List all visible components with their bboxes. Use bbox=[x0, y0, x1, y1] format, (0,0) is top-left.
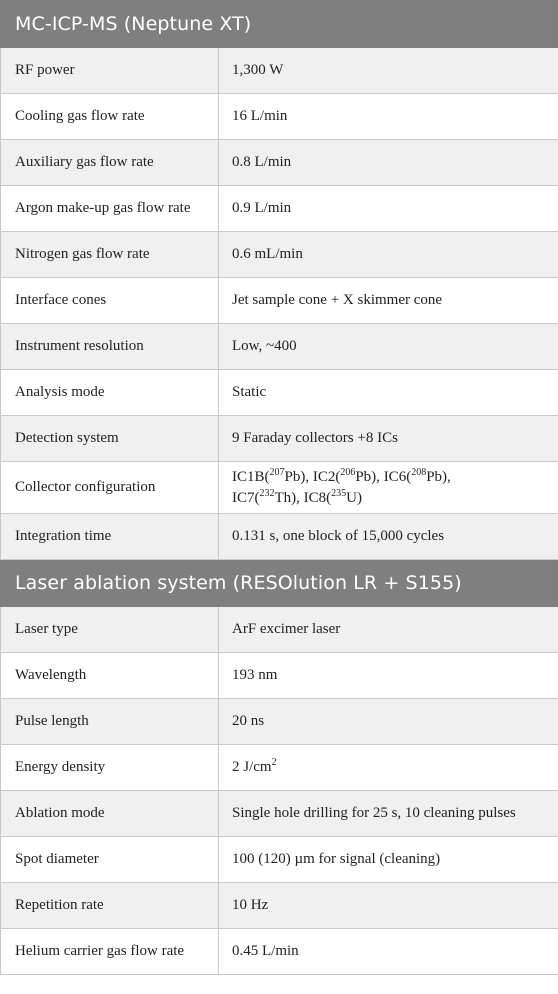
table-row bbox=[1, 324, 558, 370]
isotope-entry: IC8($^{235}$U) bbox=[303, 487, 362, 506]
param-value: 193 nm bbox=[219, 653, 558, 699]
param-value: Static bbox=[219, 370, 558, 416]
isotope-entry: IC2($^{206}$Pb), bbox=[312, 466, 384, 485]
param-value: 0.6 mL/min bbox=[219, 232, 558, 278]
param-label: Wavelength bbox=[1, 653, 219, 699]
param-value: 0.9 L/min bbox=[219, 186, 558, 232]
param-label: Ablation mode bbox=[1, 791, 219, 837]
table-row bbox=[1, 607, 558, 653]
param-value: 100 (120) µm for signal (cleaning) bbox=[219, 837, 558, 883]
table-row bbox=[1, 791, 558, 837]
section-title: MC-ICP-MS (Neptune XT) bbox=[1, 1, 558, 48]
table-row bbox=[1, 462, 558, 514]
param-value: 16 L/min bbox=[219, 94, 558, 140]
param-label: Detection system bbox=[1, 416, 219, 462]
param-value: 0.8 L/min bbox=[219, 140, 558, 186]
param-label: Argon make-up gas flow rate bbox=[1, 186, 219, 232]
table-row bbox=[1, 653, 558, 699]
param-label: Nitrogen gas flow rate bbox=[1, 232, 219, 278]
param-value: 20 ns bbox=[219, 699, 558, 745]
collector-configuration-value bbox=[219, 462, 558, 514]
param-value: 0.131 s, one block of 15,000 cycles bbox=[219, 514, 558, 560]
table-row bbox=[1, 883, 558, 929]
param-label: Analysis mode bbox=[1, 370, 219, 416]
table-row bbox=[1, 745, 558, 791]
table-row bbox=[1, 370, 558, 416]
section-header-mc-icp-ms bbox=[1, 1, 558, 48]
isotope-entry: IC6($^{208}$Pb), bbox=[383, 466, 451, 485]
table-row bbox=[1, 514, 558, 560]
table-row bbox=[1, 48, 558, 94]
param-label: Instrument resolution bbox=[1, 324, 219, 370]
isotope-entry: IC7($^{232}$Th), bbox=[232, 487, 304, 506]
param-value: 9 Faraday collectors +8 ICs bbox=[219, 416, 558, 462]
param-value: Single hole drilling for 25 s, 10 cleaning pulses bbox=[219, 791, 558, 837]
param-label: Laser type bbox=[1, 607, 219, 653]
table-row bbox=[1, 232, 558, 278]
param-label: Auxiliary gas flow rate bbox=[1, 140, 219, 186]
param-value: ArF excimer laser bbox=[219, 607, 558, 653]
param-label: Interface cones bbox=[1, 278, 219, 324]
table-row bbox=[1, 837, 558, 883]
table-row bbox=[1, 94, 558, 140]
param-label: Cooling gas flow rate bbox=[1, 94, 219, 140]
param-label: Helium carrier gas flow rate bbox=[1, 929, 219, 975]
table-row bbox=[1, 699, 558, 745]
param-label: Spot diameter bbox=[1, 837, 219, 883]
param-label: Repetition rate bbox=[1, 883, 219, 929]
param-value: 0.45 L/min bbox=[219, 929, 558, 975]
table-row bbox=[1, 278, 558, 324]
section-title: Laser ablation system (RESOlution LR + S155) bbox=[1, 560, 558, 607]
section-header-laser-ablation bbox=[1, 560, 558, 607]
table-row bbox=[1, 186, 558, 232]
param-label: Energy density bbox=[1, 745, 219, 791]
param-label: Collector configuration bbox=[1, 462, 219, 514]
table-row bbox=[1, 929, 558, 975]
param-value: Low, ~400 bbox=[219, 324, 558, 370]
param-value: 2 $J/cm^2$ bbox=[219, 745, 558, 791]
isotope-entry: IC1B($^{207}$Pb), bbox=[232, 466, 313, 485]
param-label: Pulse length bbox=[1, 699, 219, 745]
param-value: Jet sample cone + X skimmer cone bbox=[219, 278, 558, 324]
param-value: 1,300 W bbox=[219, 48, 558, 94]
table-row bbox=[1, 416, 558, 462]
table-row bbox=[1, 140, 558, 186]
param-value: 10 Hz bbox=[219, 883, 558, 929]
param-label: Integration time bbox=[1, 514, 219, 560]
param-label: RF power bbox=[1, 48, 219, 94]
